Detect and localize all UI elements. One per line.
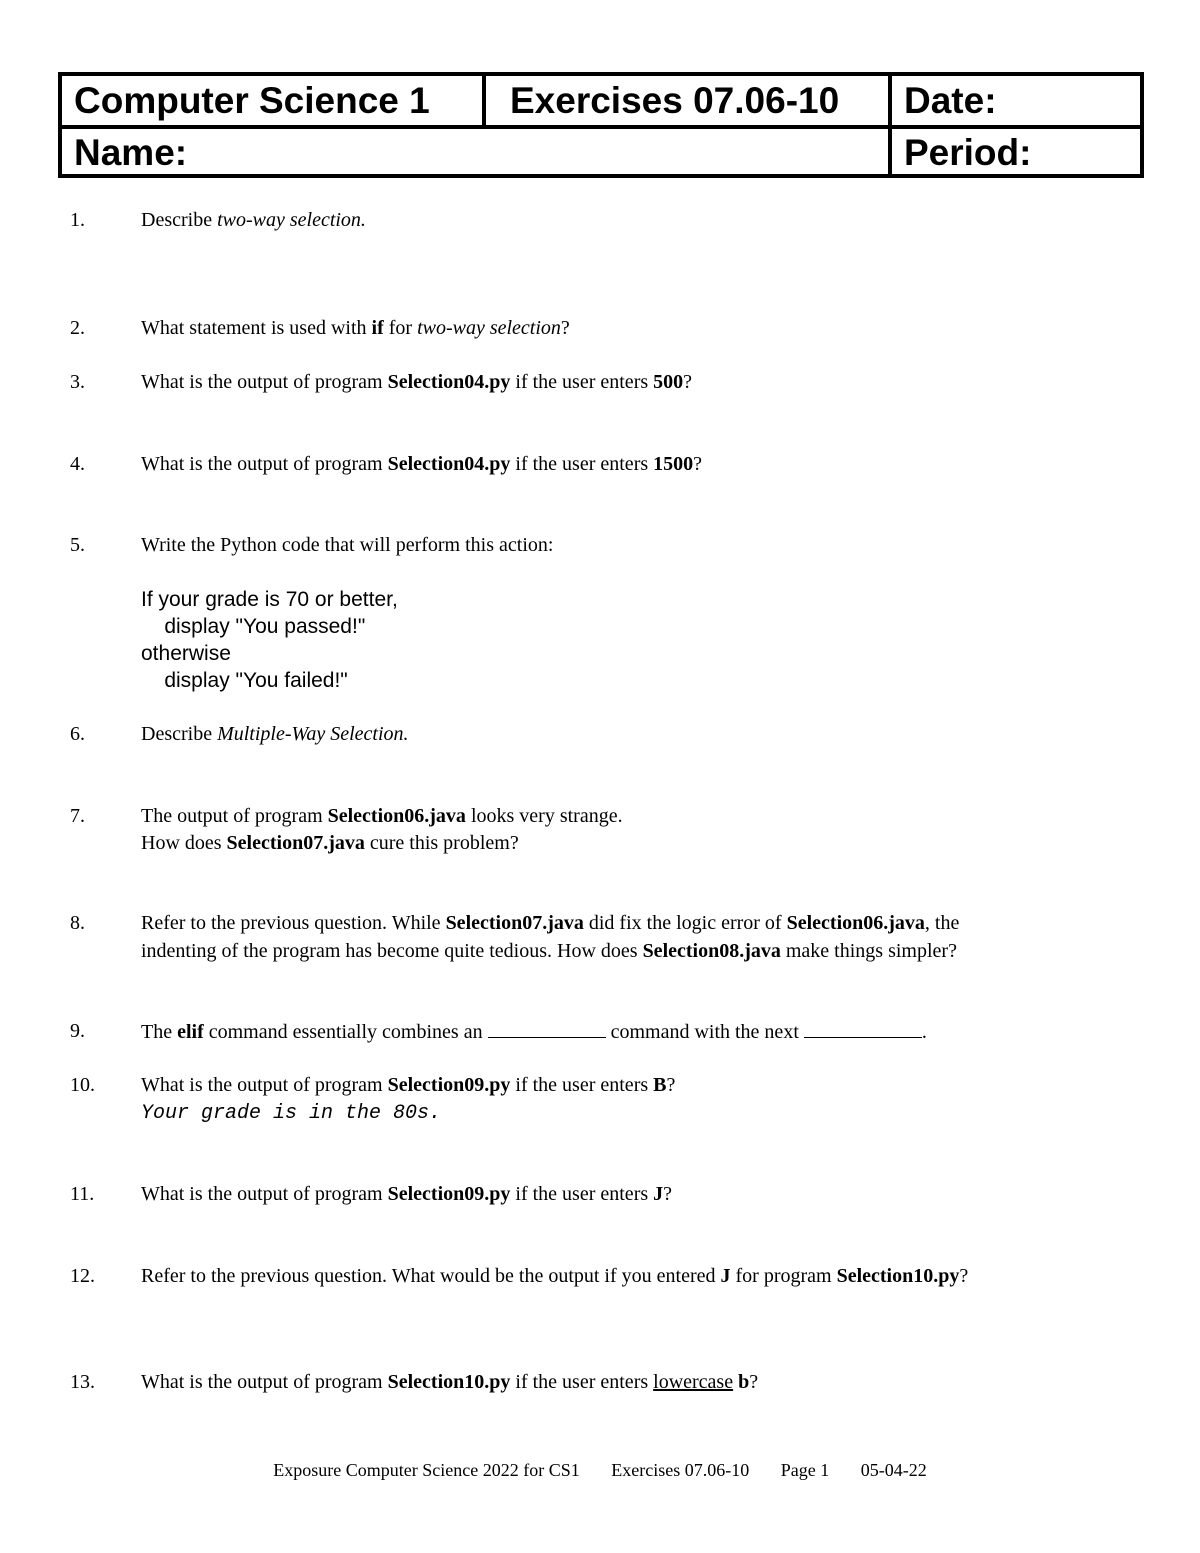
question-number: 4.	[70, 453, 85, 475]
pseudocode-line: If your grade is 70 or better,	[141, 588, 398, 611]
question-text: What is the output of program Selection04.py if the user enters 500?	[141, 371, 693, 393]
question-number: 10.	[70, 1074, 95, 1096]
footer-exercises: Exercises 07.06-10	[611, 1460, 750, 1480]
question-text: Write the Python code that will perform this action:	[141, 534, 554, 556]
header-divider	[482, 76, 486, 125]
question-text: How does Selection07.java cure this problem?	[141, 832, 519, 854]
question-text: Describe two-way selection.	[141, 209, 366, 231]
question-text: What is the output of program Selection09.py if the user enters J?	[141, 1183, 673, 1205]
course-title: Computer Science 1	[74, 80, 430, 121]
fill-in-blank[interactable]	[488, 1018, 606, 1038]
footer-date: 05-04-22	[860, 1460, 927, 1480]
question-number: 2.	[70, 317, 85, 339]
exercises-title: Exercises 07.06-10	[510, 80, 840, 121]
question-text: Refer to the previous question. What would be the output if you entered J for program Selection10.py?	[141, 1265, 969, 1287]
question-text: What is the output of program Selection10.py if the user enters lowercase b?	[141, 1371, 759, 1393]
fill-in-blank[interactable]	[804, 1018, 922, 1038]
question-number: 12.	[70, 1265, 95, 1287]
question-text: Refer to the previous question. While Selection07.java did fix the logic error of Selection06.java, the	[141, 912, 960, 934]
question-text: The elif command essentially combines an command with the next .	[141, 1018, 927, 1046]
pseudocode-line: display "You passed!"	[141, 615, 366, 638]
question-text: What is the output of program Selection04.py if the user enters 1500?	[141, 453, 703, 475]
date-label: Date:	[904, 80, 997, 121]
question-number: 9.	[70, 1020, 85, 1042]
question-text: Describe Multiple-Way Selection.	[141, 723, 409, 745]
answer-text: Your grade is in the 80s.	[141, 1102, 442, 1125]
period-label: Period:	[904, 132, 1032, 173]
question-number: 6.	[70, 723, 85, 745]
question-text: What is the output of program Selection09.py if the user enters B?	[141, 1074, 676, 1096]
question-text: What statement is used with if for two-way selection?	[141, 317, 570, 339]
pseudocode-line: otherwise	[141, 642, 231, 665]
name-label: Name:	[74, 132, 188, 173]
question-number: 7.	[70, 805, 85, 827]
question-number: 3.	[70, 371, 85, 393]
header-table	[58, 72, 1144, 178]
page-footer	[0, 1460, 1200, 1481]
question-number: 13.	[70, 1371, 95, 1393]
pseudocode-line: display "You failed!"	[141, 669, 348, 692]
footer-book: Exposure Computer Science 2022 for CS1	[273, 1460, 580, 1480]
question-text: The output of program Selection06.java looks very strange.	[141, 805, 623, 827]
question-number: 11.	[70, 1183, 95, 1205]
question-number: 1.	[70, 209, 85, 231]
question-number: 8.	[70, 912, 85, 934]
footer-page: Page 1	[780, 1460, 830, 1480]
question-number: 5.	[70, 534, 85, 556]
question-text: indenting of the program has become quite tedious. How does Selection08.java make things simpler?	[141, 940, 957, 962]
